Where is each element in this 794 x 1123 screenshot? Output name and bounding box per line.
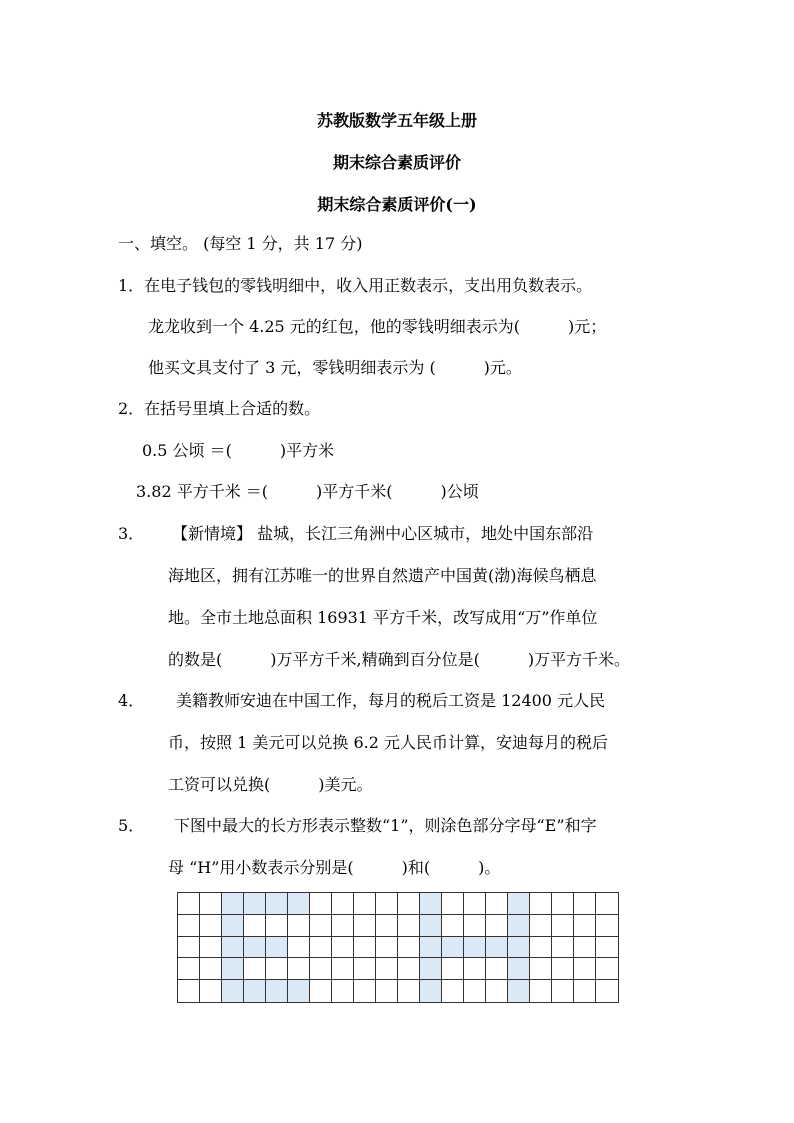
q2-line3: 3.82 平方千米 ＝( )平方千米( )公顷 bbox=[136, 482, 479, 501]
grid-cell bbox=[354, 893, 376, 915]
grid-cell-shaded bbox=[288, 980, 310, 1002]
q4-number: 4． bbox=[118, 691, 145, 710]
grid-cell bbox=[530, 915, 552, 937]
q4-line3: 工资可以兑换( )美元。 bbox=[168, 775, 373, 794]
grid-cell bbox=[376, 980, 398, 1002]
q3-line3: 地。全市土地总面积 16931 平方千米，改写成用“万”作单位 bbox=[168, 608, 598, 627]
grid-cell-shaded bbox=[508, 958, 530, 980]
grid-cell bbox=[574, 915, 596, 937]
grid-cell bbox=[332, 958, 354, 980]
grid-cell bbox=[442, 980, 464, 1002]
q1-line3: 他买文具支付了 3 元，零钱明细表示为 ( )元。 bbox=[148, 358, 522, 377]
grid-cell bbox=[178, 937, 200, 959]
grid-cell bbox=[332, 915, 354, 937]
grid-cell-shaded bbox=[486, 937, 508, 959]
grid-cell bbox=[574, 893, 596, 915]
grid-cell bbox=[574, 937, 596, 959]
grid-cell bbox=[266, 915, 288, 937]
q3-number: 3． bbox=[118, 524, 145, 543]
grid-cell bbox=[332, 893, 354, 915]
grid-cell-shaded bbox=[222, 915, 244, 937]
grid-cell-shaded bbox=[222, 937, 244, 959]
grid-cell bbox=[442, 915, 464, 937]
grid-cell bbox=[310, 937, 332, 959]
grid-cell bbox=[464, 980, 486, 1002]
grid-cell bbox=[200, 958, 222, 980]
grid-cell bbox=[310, 915, 332, 937]
grid-cell-shaded bbox=[222, 893, 244, 915]
grid-cell bbox=[486, 915, 508, 937]
letter-grid-figure bbox=[177, 892, 619, 1003]
grid-cell bbox=[530, 980, 552, 1002]
grid-cell bbox=[354, 915, 376, 937]
q1-line1: 1．在电子钱包的零钱明细中，收入用正数表示，支出用负数表示。 bbox=[118, 276, 593, 295]
grid-cell bbox=[464, 958, 486, 980]
grid-cell bbox=[398, 937, 420, 959]
grid-cell bbox=[442, 893, 464, 915]
grid-cell bbox=[596, 893, 618, 915]
grid-cell bbox=[552, 915, 574, 937]
grid-cell-shaded bbox=[244, 980, 266, 1002]
q1-line2: 龙龙收到一个 4.25 元的红包，他的零钱明细表示为( )元； bbox=[148, 317, 607, 336]
grid-cell bbox=[596, 980, 618, 1002]
q2-line1: 2．在括号里填上合适的数。 bbox=[118, 399, 321, 418]
q5-line2: 母 “H”用小数表示分别是( )和( )。 bbox=[168, 858, 501, 877]
grid-cell bbox=[596, 915, 618, 937]
q5-line1: 下图中最大的长方形表示整数“1”，则涂色部分字母“E”和字 bbox=[174, 816, 597, 835]
grid-cell bbox=[398, 958, 420, 980]
grid-cell bbox=[200, 937, 222, 959]
grid-cell bbox=[574, 980, 596, 1002]
grid-cell bbox=[376, 937, 398, 959]
grid-cell-shaded bbox=[244, 893, 266, 915]
grid-cell bbox=[178, 958, 200, 980]
grid-cell bbox=[376, 915, 398, 937]
grid-cell-shaded bbox=[288, 893, 310, 915]
grid-cell-shaded bbox=[420, 958, 442, 980]
grid-cell bbox=[552, 980, 574, 1002]
grid-cell bbox=[332, 937, 354, 959]
grid-cell bbox=[178, 915, 200, 937]
q4-line1: 美籍教师安迪在中国工作，每月的税后工资是 12400 元人民 bbox=[176, 691, 606, 710]
q3-line2: 海地区，拥有江苏唯一的世界自然遗产中国黄(渤)海候鸟栖息 bbox=[168, 566, 597, 585]
grid-cell bbox=[486, 893, 508, 915]
grid-cell bbox=[596, 937, 618, 959]
grid-cell bbox=[486, 958, 508, 980]
grid-cell-shaded bbox=[508, 893, 530, 915]
grid-cell-shaded bbox=[464, 937, 486, 959]
grid-cell bbox=[398, 893, 420, 915]
grid-cell-shaded bbox=[244, 937, 266, 959]
grid-cell-shaded bbox=[420, 915, 442, 937]
grid-cell bbox=[178, 980, 200, 1002]
grid-cell bbox=[288, 958, 310, 980]
grid-cell bbox=[398, 980, 420, 1002]
grid-cell bbox=[376, 893, 398, 915]
grid-cell bbox=[530, 937, 552, 959]
grid-cell bbox=[244, 915, 266, 937]
grid-cell-shaded bbox=[442, 937, 464, 959]
grid-cell bbox=[266, 958, 288, 980]
grid-cell bbox=[442, 958, 464, 980]
q4-line2: 币，按照 1 美元可以兑换 6.2 元人民币计算，安迪每月的税后 bbox=[168, 733, 608, 752]
grid-cell bbox=[464, 893, 486, 915]
grid-cell bbox=[354, 980, 376, 1002]
grid-cell bbox=[552, 893, 574, 915]
grid-cell bbox=[552, 937, 574, 959]
grid-cell bbox=[398, 915, 420, 937]
grid-cell bbox=[354, 937, 376, 959]
grid-cell bbox=[310, 958, 332, 980]
grid-cell bbox=[288, 937, 310, 959]
book-title: 苏教版数学五年级上册 bbox=[316, 111, 477, 130]
grid-cell bbox=[200, 893, 222, 915]
grid-cell-shaded bbox=[266, 937, 288, 959]
grid-cell-shaded bbox=[266, 980, 288, 1002]
exam-subtitle: 期末综合素质评价(一) bbox=[317, 195, 477, 214]
grid-cell bbox=[244, 958, 266, 980]
grid-cell-shaded bbox=[420, 893, 442, 915]
q3-line1: 【新情境】 盐城，长江三角洲中心区城市，地处中国东部沿 bbox=[172, 524, 594, 543]
grid-cell-shaded bbox=[266, 893, 288, 915]
grid-cell bbox=[310, 980, 332, 1002]
grid-cell bbox=[200, 915, 222, 937]
grid-cell bbox=[530, 958, 552, 980]
grid-cell bbox=[354, 958, 376, 980]
exam-title: 期末综合素质评价 bbox=[332, 153, 461, 172]
section-heading: 一、填空。 (每空 1 分，共 17 分) bbox=[118, 234, 363, 253]
grid-cell bbox=[288, 915, 310, 937]
grid-cell-shaded bbox=[420, 980, 442, 1002]
grid-cell bbox=[178, 893, 200, 915]
grid-cell bbox=[332, 980, 354, 1002]
grid-cell bbox=[596, 958, 618, 980]
grid-cell bbox=[200, 980, 222, 1002]
grid-cell-shaded bbox=[508, 980, 530, 1002]
grid-cell bbox=[486, 980, 508, 1002]
grid-cell-shaded bbox=[222, 980, 244, 1002]
grid-cell bbox=[552, 958, 574, 980]
grid-cell-shaded bbox=[508, 937, 530, 959]
q2-line2: 0.5 公顷 ＝( )平方米 bbox=[142, 441, 335, 460]
grid-cell bbox=[530, 893, 552, 915]
grid-cell bbox=[574, 958, 596, 980]
grid-cell-shaded bbox=[508, 915, 530, 937]
grid-cell-shaded bbox=[222, 958, 244, 980]
q3-line4: 的数是( )万平方千米,精确到百分位是( )万平方千米。 bbox=[168, 650, 631, 669]
grid-cell-shaded bbox=[420, 937, 442, 959]
grid-cell bbox=[310, 893, 332, 915]
grid-cell bbox=[464, 915, 486, 937]
q5-number: 5． bbox=[118, 816, 145, 835]
grid-cell bbox=[376, 958, 398, 980]
